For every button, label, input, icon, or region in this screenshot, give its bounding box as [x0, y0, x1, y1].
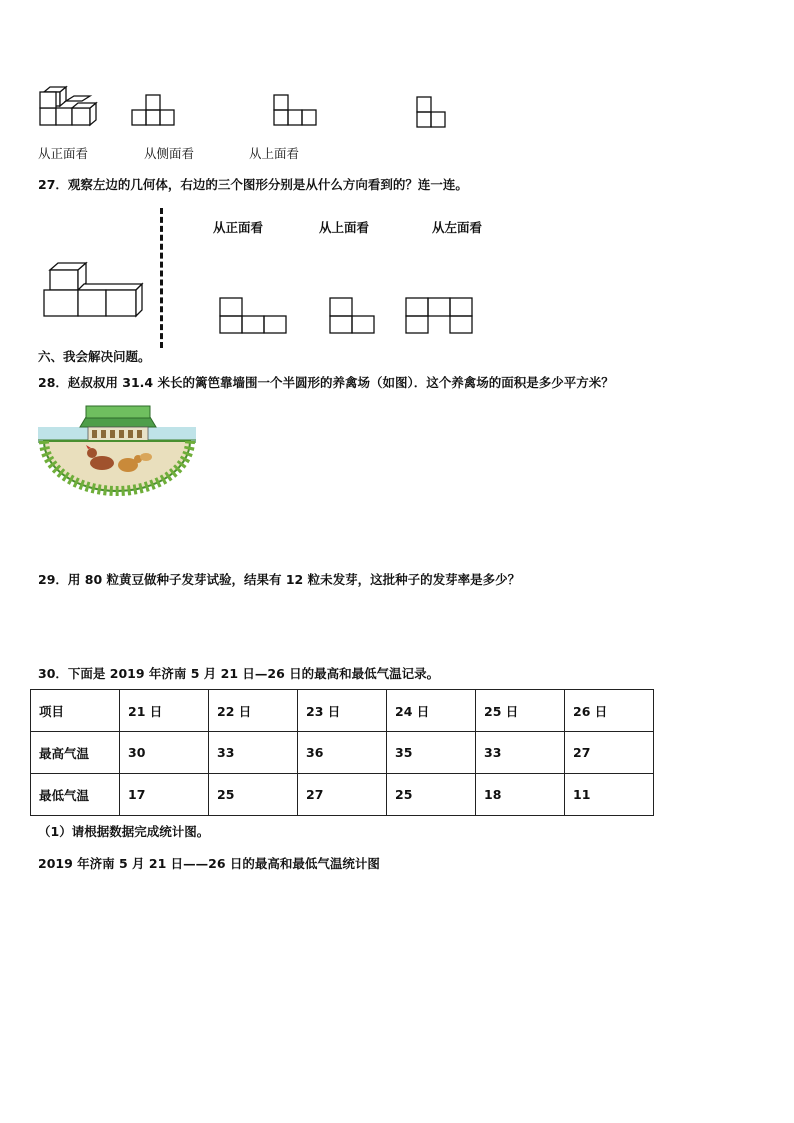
table-header-row — [31, 690, 654, 732]
table-cell: 33 — [476, 732, 565, 774]
table-cell: 27 — [565, 732, 654, 774]
top-view-label-side: 从侧面看 — [144, 146, 195, 161]
q27-text: 27．观察左边的几何体，右边的三个图形分别是从什么方向看到的？连一连。 — [38, 177, 468, 192]
table-cell: 26 日 — [565, 690, 654, 732]
table-cell: 最低气温 — [31, 774, 120, 816]
table-row — [31, 774, 654, 816]
q30-text: 30．下面是 2019 年济南 5 月 21 日—26 日的最高和最低气温记录。 — [38, 666, 440, 681]
q29-text: 29．用 80 粒黄豆做种子发芽试验，结果有 12 粒未发芽，这批种子的发芽率是多少？ — [38, 572, 521, 587]
table-cell: 项目 — [31, 690, 120, 732]
table-cell: 27 — [298, 774, 387, 816]
q27-view-figure-3 — [405, 297, 475, 335]
table-cell: 11 — [565, 774, 654, 816]
q27-solid-figure — [42, 262, 142, 320]
table-cell: 25 — [209, 774, 298, 816]
table-cell: 25 — [387, 774, 476, 816]
table-cell: 24 日 — [387, 690, 476, 732]
q27-label-top: 从上面看 — [319, 220, 370, 235]
top-view-label-top: 从上面看 — [249, 146, 300, 161]
table-cell: 30 — [120, 732, 209, 774]
q27-view-figure-2 — [329, 297, 377, 335]
table-cell: 18 — [476, 774, 565, 816]
table-row — [31, 732, 654, 774]
top-view-figure-3 — [416, 96, 448, 130]
q30-sub1: （1）请根据数据完成统计图。 — [38, 824, 210, 839]
table-cell: 21 日 — [120, 690, 209, 732]
top-view-label-front: 从正面看 — [38, 146, 89, 161]
q27-label-front: 从正面看 — [213, 220, 264, 235]
table-cell: 最高气温 — [31, 732, 120, 774]
poultry-farm-illustration — [38, 405, 196, 493]
chart-title: 2019 年济南 5 月 21 日——26 日的最高和最低气温统计图 — [38, 856, 380, 871]
q27-view-figure-1 — [219, 297, 289, 335]
top-view-figure-2 — [273, 94, 319, 128]
table-cell: 33 — [209, 732, 298, 774]
table-cell: 36 — [298, 732, 387, 774]
table-cell: 17 — [120, 774, 209, 816]
top-solid-figure — [38, 86, 100, 128]
table-cell: 35 — [387, 732, 476, 774]
dashed-divider — [160, 208, 163, 348]
q27-label-left: 从左面看 — [432, 220, 483, 235]
q28-text: 28．赵叔叔用 31.4 米长的篱笆靠墙围一个半圆形的养禽场（如图）．这个养禽场的面积是多少平方米？ — [38, 375, 614, 390]
temperature-table — [30, 689, 654, 816]
table-cell: 25 日 — [476, 690, 565, 732]
section-title: 六、我会解决问题。 — [38, 349, 151, 364]
table-cell: 23 日 — [298, 690, 387, 732]
top-view-figure-1 — [131, 94, 177, 128]
table-cell: 22 日 — [209, 690, 298, 732]
